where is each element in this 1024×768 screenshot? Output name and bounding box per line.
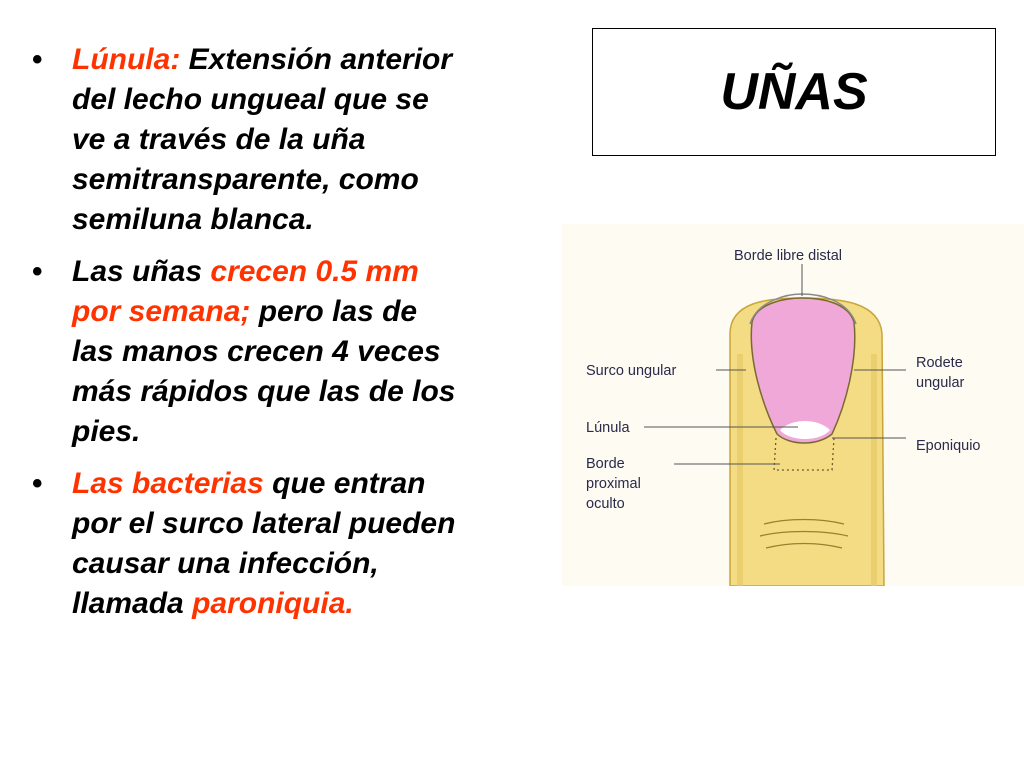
label-surco: Surco ungular [586,363,677,379]
bullet-line [72,544,575,584]
bullet-list [30,40,575,636]
bullet-line [72,584,575,624]
bullet-dot-icon: • [32,43,43,76]
bullet-dot-icon: • [32,255,43,288]
label-borde-2: proximal [586,476,641,492]
bullet-line [72,464,575,504]
label-eponiquio: Eponiquio [916,438,981,454]
body-text: llamada [72,587,193,620]
highlight-text: crecen 0.5 mm [210,255,419,288]
body-text: Extensión anterior [180,43,453,76]
highlight-text: Lúnula: [72,43,181,76]
body-text: causar una infección, [72,547,379,580]
body-text: pero las de [250,295,418,328]
body-text: Las uñas [72,255,211,288]
bullet-line [72,252,575,292]
label-borde-1: Borde [586,456,625,472]
body-text: semiluna blanca. [72,203,314,236]
bullet-item [30,252,575,452]
highlight-text: Las bacterias [72,467,264,500]
bullet-line [72,120,575,160]
highlight-text: paroniquia. [192,587,354,620]
body-text: más rápidos que las de los [72,375,456,408]
label-borde-libre: Borde libre distal [734,248,842,264]
body-text: por el surco lateral pueden [72,507,456,540]
label-rodete-1: Rodete [916,355,963,371]
label-rodete-2: ungular [916,375,965,391]
bullet-line [72,412,575,452]
body-text: que entran [263,467,426,500]
bullet-item [30,40,575,240]
page-title: UÑAS [720,63,868,121]
nail-anatomy-figure [562,224,1024,586]
bullet-line [72,292,575,332]
bullet-line [72,332,575,372]
body-text: semitransparente, como [72,163,419,196]
bullet-line [72,372,575,412]
bullet-line [72,40,575,80]
bullet-line [72,200,575,240]
title-box [592,28,996,156]
body-text: las manos crecen 4 veces [72,335,441,368]
bullet-line [72,80,575,120]
label-borde-3: oculto [586,496,625,512]
body-text: ve a través de la uña [72,123,366,156]
bullet-item [30,464,575,624]
body-text: pies. [72,415,141,448]
highlight-text: por semana; [72,295,251,328]
bullet-dot-icon: • [32,467,43,500]
body-text: del lecho ungueal que se [72,83,429,116]
bullet-line [72,504,575,544]
label-lunula: Lúnula [586,420,630,436]
bullet-line [72,160,575,200]
